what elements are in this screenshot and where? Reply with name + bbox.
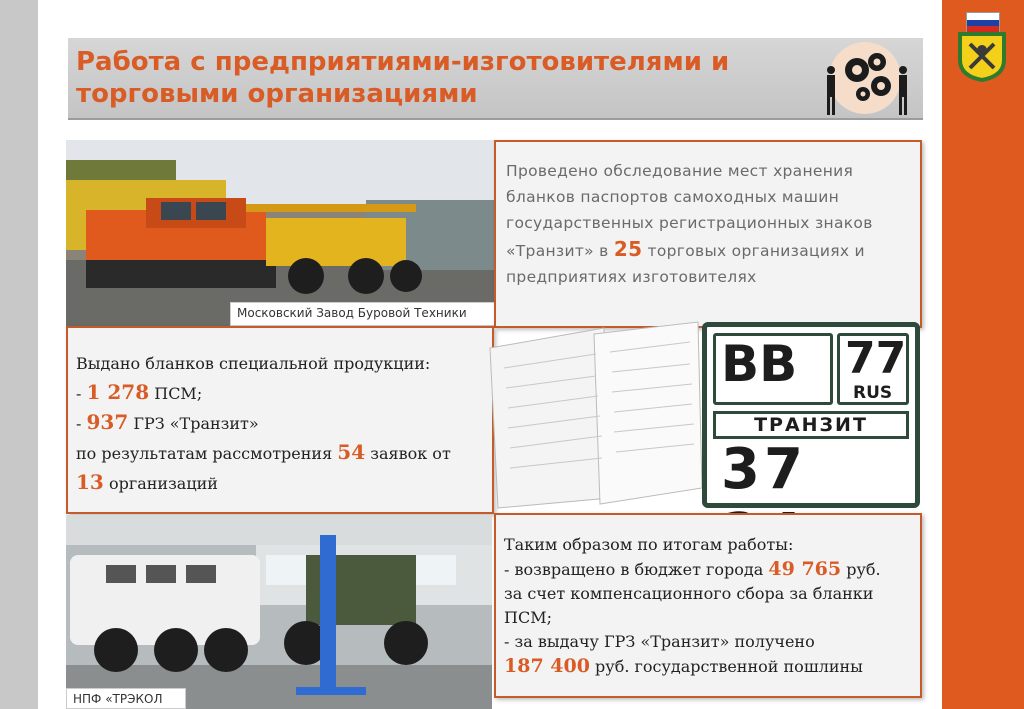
plate-country: RUS: [853, 383, 893, 403]
survey-info-panel: [494, 140, 922, 328]
gears-people-icon: [823, 40, 913, 118]
results-line-duty: 187 400 руб. государственной пошлины: [504, 655, 863, 677]
issued-line-grz: - 937 ГРЗ «Транзит»: [76, 410, 259, 434]
duty-amount: 187 400: [504, 655, 590, 677]
grz-count: 937: [86, 410, 129, 434]
organizations-count: 13: [76, 470, 104, 494]
left-decorative-bar: [0, 0, 38, 709]
page-title: Работа с предприятиями-изготовителями и торговыми организациями: [76, 47, 730, 109]
results-panel: [494, 513, 922, 698]
transit-plate-image: [702, 322, 920, 508]
results-line-budget: - возвращено в бюджет города 49 765 руб.: [504, 558, 881, 580]
plate-region: 77: [845, 333, 907, 384]
results-line-compensation: за счет компенсационного сбора за бланки ПСМ;: [504, 584, 874, 627]
survey-text-after: торговых организациях и предприятиях изготовителях: [506, 242, 865, 286]
issued-line-applications: по результатам рассмотрения 54 заявок от: [76, 440, 451, 464]
results-heading: Таким образом по итогам работы:: [504, 535, 794, 554]
passport-form-image: [484, 318, 704, 510]
plate-transit-label: ТРАНЗИТ: [713, 411, 909, 439]
plate-numbers: 37: [721, 437, 807, 502]
results-line-transit: - за выдачу ГРЗ «Транзит» получено: [504, 632, 815, 651]
photo2-caption: НПФ «ТРЭКОЛ: [66, 688, 186, 709]
photo-drilling-machines: [66, 140, 494, 326]
photo1-caption: Московский Завод Буровой Техники: [230, 302, 498, 326]
city-emblem-icon: [954, 30, 1010, 82]
survey-text: [506, 158, 916, 290]
issued-forms-text: [76, 350, 486, 498]
issued-forms-panel: [66, 326, 494, 514]
right-accent-bar: [942, 0, 1024, 709]
issued-line-organizations: 13 организаций: [76, 470, 218, 494]
budget-amount: 49 765: [768, 558, 842, 580]
plate-letters: BB: [721, 335, 798, 393]
applications-count: 54: [337, 440, 366, 464]
survey-number: 25: [613, 237, 643, 261]
issued-heading: Выдано бланков специальной продукции:: [76, 354, 431, 373]
psm-count: 1 278: [86, 380, 150, 404]
photo-garage-vehicles: [66, 515, 492, 709]
issued-line-psm: - 1 278 ПСМ;: [76, 380, 203, 404]
survey-text-before: Проведено обследование мест хранения бланков паспортов самоходных машин государственных регистрационных знаков «Транзит» в: [506, 162, 873, 260]
results-text: [504, 533, 919, 679]
title-bar: [68, 38, 923, 120]
